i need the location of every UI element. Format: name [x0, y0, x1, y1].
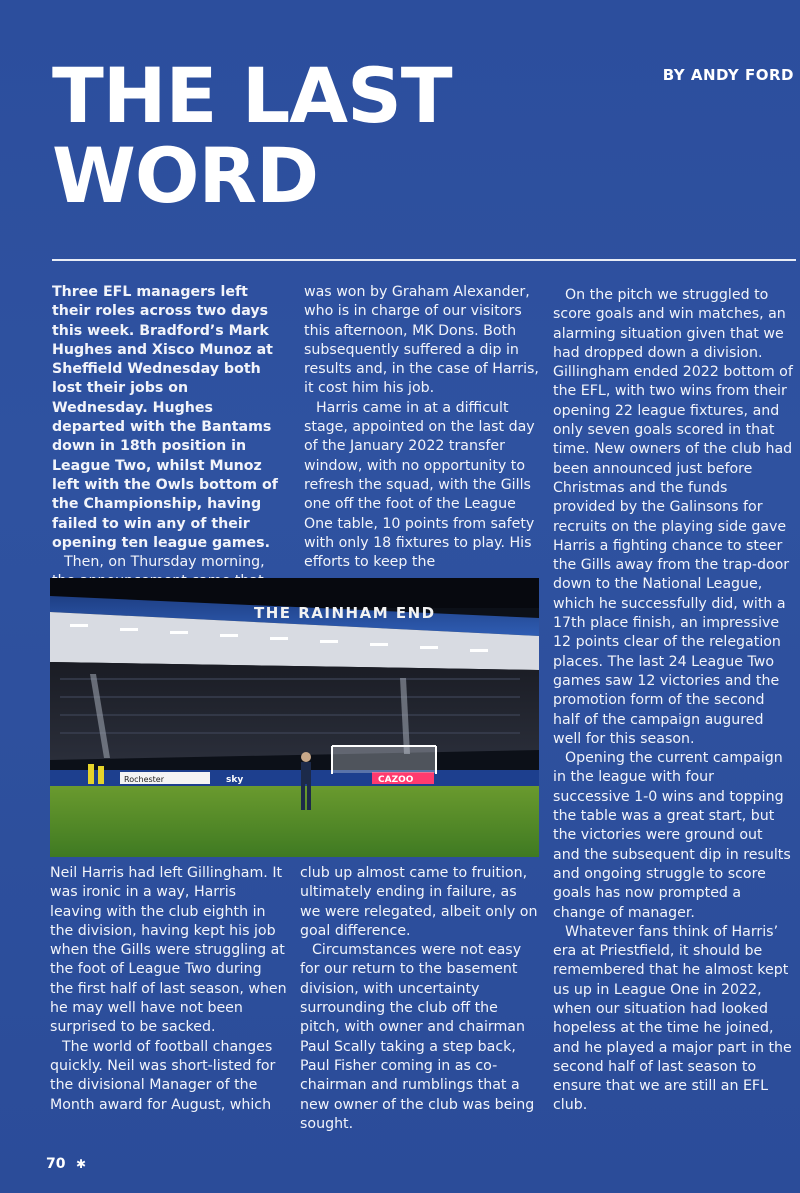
paragraph: club up almost came to fruition, ultimately ending in failure, as we were relegated, albeit only on goal difference. — [300, 865, 538, 939]
column-1-top — [52, 283, 288, 592]
paragraph: On the pitch we struggled to score goals and win matches, an alarming situation given that we had dropped down a division. Gillingham ended 2022 bottom of the EFL, with two wins from their opening 22 league fixtures, and only seven goals scored in that time. New owners of the club had been announced just before Christmas and the funds provided by the Galinsons for recruits on the playing side gave Harris a fighting chance to steer the Gills away from the trap-door down to the National League, which he successfully did, with a 17th place finish, an impressive 12 points clear of the relegation places. The last 24 League Two games saw 12 victories and the promotion form of the second half of the campaign augured well for this season. — [553, 287, 793, 747]
ad-board-mid: sky — [226, 775, 244, 785]
column-1-bottom — [50, 864, 288, 1115]
ad-board-left: Rochester — [124, 775, 164, 784]
page-footer — [46, 1156, 86, 1172]
title-line-1: THE LAST — [52, 51, 452, 140]
stadium-photo — [50, 578, 539, 857]
column-3 — [553, 286, 793, 1116]
page-number: 70 — [46, 1156, 66, 1172]
paragraph: Circumstances were not easy for our return to the basement division, with uncertainty surrounding the club off the pitch, with owner and chairman Paul Scally taking a step back, Paul Fisher coming in as co-chairman and rumblings that a new owner of the club was being sought. — [300, 942, 535, 1132]
ad-board-right: CAZOO — [378, 775, 414, 785]
stand-name-sign: THE RAINHAM END — [254, 604, 436, 622]
paragraph: Neil Harris had left Gillingham. It was ironic in a way, Harris leaving with the club eighth in the division, having kept his job when the Gills were struggling at the foot of League Two during the first half of last season, when he may well have not been surprised to be sacked. — [50, 865, 287, 1036]
column-2-top — [304, 283, 540, 572]
paragraph: Then, on Thursday morning, — [64, 554, 265, 571]
lead-paragraph: Three EFL managers left their roles across two days this week. Bradford’s Mark Hughes and Xisco Munoz at Sheffield Wednesday both lost their jobs on Wednesday. Hughes departed with the Bantams down in 18th position in League Two, whilst Munoz left with the Owls bottom of the Championship, having failed to win any of their opening ten league games. — [52, 284, 278, 551]
article-title — [52, 51, 522, 220]
paragraph: Opening the current campaign in the league with four successive 1-0 wins and topping the table was a great start, but the victories were ground out and the subsequent dip in results and ongoing struggle to score goals has now prompted a change of manager. — [553, 750, 791, 921]
paragraph: Whatever fans think of Harris’ era at Priestfield, it should be remembered that he almost kept us up in League One in 2022, when our situation had looked hopeless at the time he joined, and he played a major part in the second half of last season to ensure that we are still an EFL club. — [553, 923, 792, 1114]
paragraph: The world of football changes quickly. Neil was short-listed for the divisional Manager of the Month award for August, which — [50, 1038, 276, 1113]
column-2-bottom — [300, 864, 540, 1134]
header-divider — [52, 259, 796, 261]
paragraph: Harris came in at a difficult stage, appointed on the last day of the January 2022 transfer window, with no opportunity to refresh the squad, with the Gills one off the foot of the League One table, 10 points from safety with only 18 fixtures to play. His efforts to keep the — [304, 399, 535, 571]
paragraph: was won by Graham Alexander, who is in charge of our visitors this afternoon, MK Dons. Both subsequently suffered a dip in results and, in the case of Harris, it cost him his job. — [304, 284, 539, 397]
author-byline: BY ANDY FORD — [662, 66, 794, 84]
club-crest-icon: ✱ — [75, 1157, 86, 1171]
title-line-2: WORD — [52, 131, 319, 220]
